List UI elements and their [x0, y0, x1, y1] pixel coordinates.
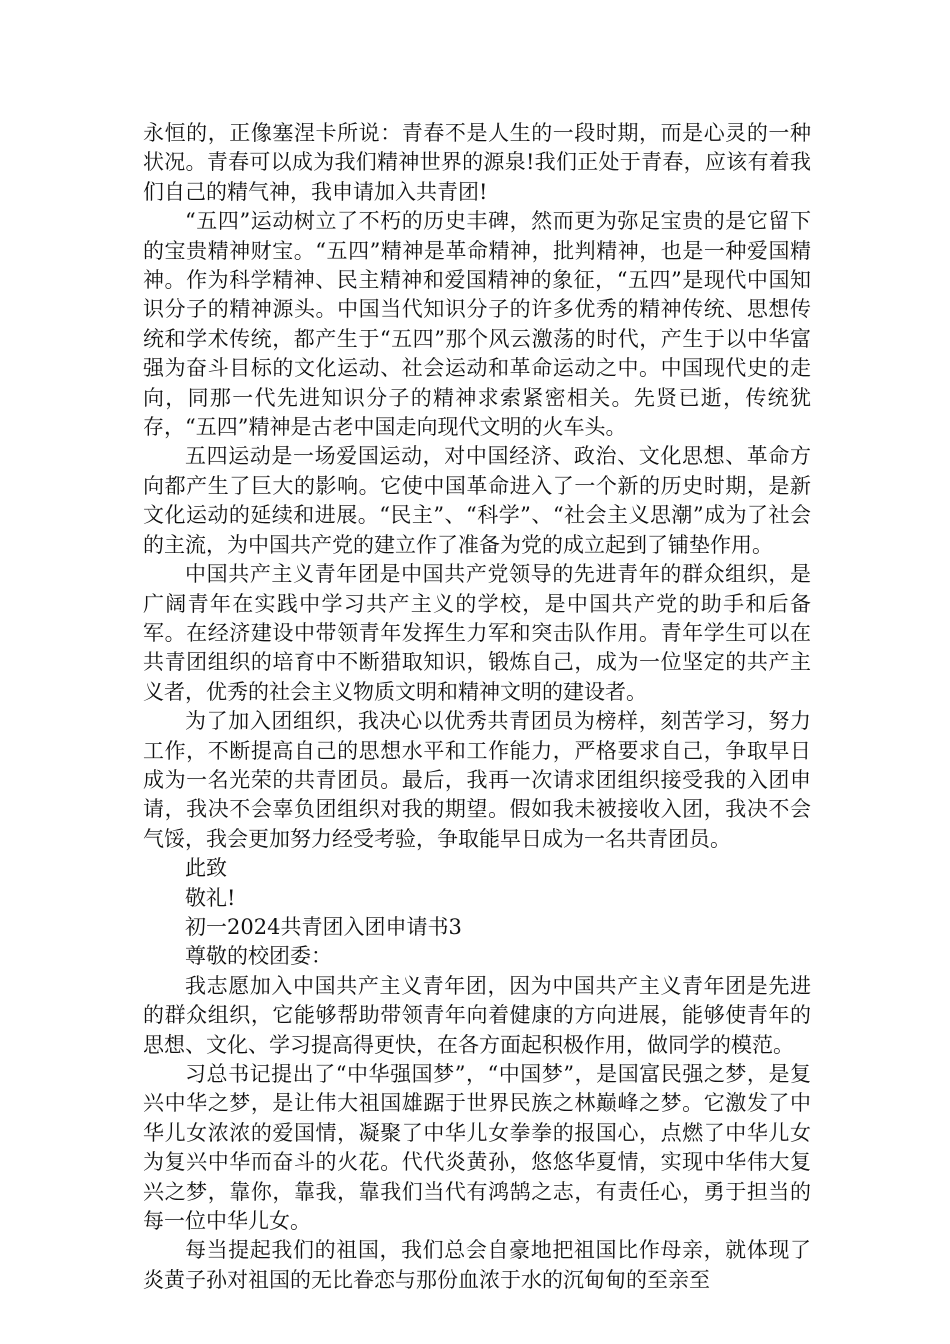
section-title: 初一2024共青团入团申请书3	[185, 914, 462, 939]
paragraph-determination: 为了加入团组织，我决心以优秀共青团员为榜样，刻苦学习，努力工作，不断提高自己的思想水平和工作能力，严格要求自己，争取早日成为一名光荣的共青团员。最后，我再一次请求团组织接受我的入团申请，我决不会辜负团组织对我的期望。假如我未被接收入团，我决不会气馁，我会更加努力经受考验，争取能早日成为一名共青团员。	[143, 709, 811, 851]
closing-salutation: 此致	[185, 856, 227, 881]
paragraph-may-fourth-spirit: “五四”运动树立了不朽的历史丰碑，然而更为弥足宝贵的是它留下的宝贵精神财宝。“五四”精神是革命精神，批判精神，也是一种爱国精神。作为科学精神、民主精神和爱国精神的象征，“五四”是现代中国知识分子的精神源头。中国当代知识分子的许多优秀的精神传统、思想传统和学术传统，都产生于“五四”那个风云激荡的时代，产生于以中华富强为奋斗目标的文化运动、社会运动和革命运动之中。中国现代史的走向，同那一代先进知识分子的精神求索紧密相关。先贤已逝，传统犹存，“五四”精神是古老中国走向现代文明的火车头。	[143, 209, 811, 440]
paragraph-may-fourth-movement: 五四运动是一场爱国运动，对中国经济、政治、文化思想、革命方向都产生了巨大的影响。它使中国革命进入了一个新的历史时期，是新文化运动的延续和进展。“民主”、“科学”、“社会主义思潮”成为了社会的主流，为中国共产党的建立作了准备为党的成立起到了铺垫作用。	[143, 444, 811, 557]
paragraph-china-dream: 习总书记提出了“中华强国梦”，“中国梦”，是国富民强之梦，是复兴中华之梦，是让伟大祖国雄踞于世界民族之林巅峰之梦。它激发了中华儿女浓浓的爱国情，凝聚了中华儿女拳拳的报国心，点燃了中华儿女为复兴中华而奋斗的火花。代代炎黄孙，悠悠华夏情，实现中华伟大复兴之梦，靠你，靠我，靠我们当代有鸿鹄之志，有责任心，勇于担当的每一位中华儿女。	[143, 1062, 811, 1234]
paragraph-application: 我志愿加入中国共产主义青年团，因为中国共产主义青年团是先进的群众组织，它能够帮助带领青年向着健康的方向进展，能够使青年的思想、文化、学习提高得更快，在各方面起积极作用，做同学的模范。	[143, 973, 811, 1057]
addressee: 尊敬的校团委：	[185, 944, 332, 969]
paragraph-motherland: 每当提起我们的祖国，我们总会自豪地把祖国比作母亲，就体现了炎黄子孙对祖国的无比眷恋与那份血浓于水的沉甸甸的至亲至	[143, 1238, 811, 1292]
paragraph-youth-league-intro: 中国共产主义青年团是中国共产党领导的先进青年的群众组织，是广阔青年在实践中学习共产主义的学校，是中国共产党的助手和后备军。在经济建设中带领青年发挥生力军和突击队作用。青年学生可以在共青团组织的培育中不断猎取知识，锻炼自己，成为一位坚定的共产主义者，优秀的社会主义物质文明和精神文明的建设者。	[143, 562, 811, 704]
closing-regards: 敬礼!	[185, 885, 236, 910]
paragraph-youth-spirit: 永恒的，正像塞涅卡所说：青春不是人生的一段时期，而是心灵的一种状况。青春可以成为我们精神世界的源泉!我们正处于青春，应该有着我们自己的精气神，我申请加入共青团!	[143, 121, 811, 204]
document-body	[143, 119, 811, 1295]
